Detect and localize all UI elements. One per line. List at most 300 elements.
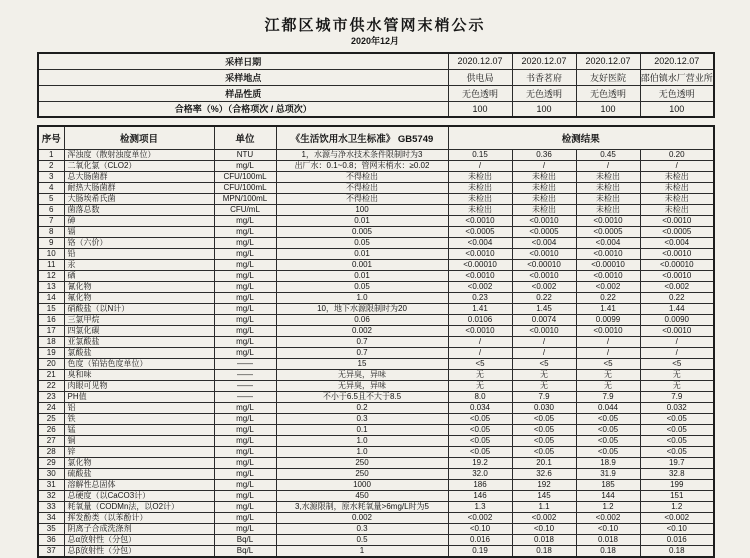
- row-result-value: 192: [512, 479, 576, 490]
- row-result-value: 0.23: [448, 292, 512, 303]
- row-result-value: <0.0010: [576, 215, 640, 226]
- table-row: [38, 424, 714, 435]
- row-result-value: 0.20: [640, 149, 714, 160]
- row-index: 14: [38, 292, 64, 303]
- row-result-value: 1.2: [640, 501, 714, 512]
- row-index: 25: [38, 413, 64, 424]
- row-result-value: /: [512, 160, 576, 171]
- row-result-value: 无: [448, 380, 512, 391]
- header-unit: 单位: [214, 126, 276, 149]
- row-item-name: 氰化物: [64, 281, 214, 292]
- row-result-value: 1.1: [512, 501, 576, 512]
- table-row: [38, 237, 714, 248]
- row-result-value: <0.0010: [576, 325, 640, 336]
- row-result-value: <0.05: [576, 424, 640, 435]
- row-index: 20: [38, 358, 64, 369]
- row-result-value: 无: [576, 369, 640, 380]
- row-result-value: 1.45: [512, 303, 576, 314]
- row-index: 26: [38, 424, 64, 435]
- row-standard: 100: [276, 204, 448, 215]
- row-result-value: 32.0: [448, 468, 512, 479]
- table-row: [38, 358, 714, 369]
- row-item-name: 三氯甲烷: [64, 314, 214, 325]
- row-result-value: 19.7: [640, 457, 714, 468]
- row-standard: 3,水源限制，原水耗氧量>6mg/L时为5: [276, 501, 448, 512]
- row-result-value: 1.41: [576, 303, 640, 314]
- row-result-value: 未检出: [640, 182, 714, 193]
- row-result-value: <0.05: [512, 424, 576, 435]
- row-result-value: 0.0074: [512, 314, 576, 325]
- sample-info-row: [38, 53, 714, 69]
- row-result-value: 0.034: [448, 402, 512, 413]
- row-result-value: <0.00010: [640, 259, 714, 270]
- sample-info-value: 友好医院: [576, 69, 640, 85]
- sample-info-value: 供电局: [448, 69, 512, 85]
- row-result-value: <0.05: [576, 413, 640, 424]
- row-result-value: <0.0005: [512, 226, 576, 237]
- row-result-value: 未检出: [448, 182, 512, 193]
- row-unit: mg/L: [214, 336, 276, 347]
- row-standard: 不小于6.5且不大于8.5: [276, 391, 448, 402]
- table-row: [38, 534, 714, 545]
- table-row: [38, 336, 714, 347]
- row-result-value: <0.002: [576, 281, 640, 292]
- row-result-value: <5: [512, 358, 576, 369]
- sample-info-value: 2020.12.07: [576, 53, 640, 69]
- row-standard: 15: [276, 358, 448, 369]
- table-row: [38, 523, 714, 534]
- row-result-value: 18.9: [576, 457, 640, 468]
- row-result-value: 20.1: [512, 457, 576, 468]
- row-result-value: 7.9: [576, 391, 640, 402]
- table-row: [38, 413, 714, 424]
- row-result-value: 未检出: [576, 182, 640, 193]
- row-result-value: <0.0010: [512, 248, 576, 259]
- header-no: 序号: [38, 126, 64, 149]
- row-result-value: 32.6: [512, 468, 576, 479]
- row-result-value: 0.36: [512, 149, 576, 160]
- row-result-value: <0.002: [448, 281, 512, 292]
- report-month: 2020年12月: [350, 36, 400, 46]
- table-row: [38, 182, 714, 193]
- row-result-value: <0.10: [448, 523, 512, 534]
- row-result-value: <0.05: [448, 446, 512, 457]
- row-unit: mg/L: [214, 413, 276, 424]
- table-row: [38, 380, 714, 391]
- row-index: 31: [38, 479, 64, 490]
- row-standard: 0.7: [276, 347, 448, 358]
- row-result-value: <0.004: [640, 237, 714, 248]
- row-result-value: <0.0005: [576, 226, 640, 237]
- row-item-name: 硫酸盐: [64, 468, 214, 479]
- row-result-value: <5: [448, 358, 512, 369]
- row-index: 34: [38, 512, 64, 523]
- table-row: [38, 468, 714, 479]
- table-row: [38, 446, 714, 457]
- row-result-value: 0.18: [640, 545, 714, 557]
- results-table: [37, 125, 715, 558]
- row-result-value: 0.016: [448, 534, 512, 545]
- row-result-value: <0.0010: [640, 270, 714, 281]
- row-item-name: 汞: [64, 259, 214, 270]
- row-standard: 1: [276, 545, 448, 557]
- table-row: [38, 226, 714, 237]
- row-result-value: 0.22: [576, 292, 640, 303]
- row-standard: 0.05: [276, 281, 448, 292]
- row-result-value: 无: [448, 369, 512, 380]
- row-standard: 0.005: [276, 226, 448, 237]
- row-unit: ——: [214, 391, 276, 402]
- row-index: 11: [38, 259, 64, 270]
- row-result-value: <0.004: [512, 237, 576, 248]
- table-row: [38, 402, 714, 413]
- table-row: [38, 193, 714, 204]
- row-standard: 不得检出: [276, 182, 448, 193]
- row-result-value: 146: [448, 490, 512, 501]
- header-result: 检测结果: [448, 126, 714, 149]
- header-item: 检测项目: [64, 126, 214, 149]
- row-result-value: <0.05: [512, 446, 576, 457]
- row-result-value: 151: [640, 490, 714, 501]
- row-index: 28: [38, 446, 64, 457]
- row-result-value: <0.00010: [512, 259, 576, 270]
- row-standard: 0.002: [276, 512, 448, 523]
- row-index: 30: [38, 468, 64, 479]
- row-unit: CFU/100mL: [214, 171, 276, 182]
- row-index: 8: [38, 226, 64, 237]
- row-unit: CFU/mL: [214, 204, 276, 215]
- row-standard: 0.01: [276, 270, 448, 281]
- sample-info-row: [38, 101, 714, 117]
- row-result-value: <0.05: [448, 435, 512, 446]
- row-result-value: 0.018: [512, 534, 576, 545]
- row-result-value: 未检出: [576, 204, 640, 215]
- table-row: [38, 204, 714, 215]
- sample-info-label: 合格率（%）（合格项次 / 总项次）: [38, 101, 448, 117]
- row-standard: 不得检出: [276, 193, 448, 204]
- row-index: 4: [38, 182, 64, 193]
- row-index: 7: [38, 215, 64, 226]
- row-result-value: /: [448, 160, 512, 171]
- row-index: 5: [38, 193, 64, 204]
- row-result-value: 1.41: [448, 303, 512, 314]
- row-index: 16: [38, 314, 64, 325]
- row-result-value: <0.10: [640, 523, 714, 534]
- row-item-name: 氯酸盐: [64, 347, 214, 358]
- row-result-value: <0.002: [512, 512, 576, 523]
- row-index: 2: [38, 160, 64, 171]
- row-index: 9: [38, 237, 64, 248]
- sample-info-value: 无色透明: [640, 85, 714, 101]
- table-row: [38, 160, 714, 171]
- row-result-value: /: [448, 336, 512, 347]
- row-result-value: 0.0099: [576, 314, 640, 325]
- table-row: [38, 248, 714, 259]
- row-index: 3: [38, 171, 64, 182]
- row-standard: 450: [276, 490, 448, 501]
- sample-info-value: 无色透明: [512, 85, 576, 101]
- table-row: [38, 270, 714, 281]
- tables-container: [37, 52, 713, 558]
- row-result-value: <0.002: [448, 512, 512, 523]
- row-result-value: <0.05: [512, 435, 576, 446]
- row-result-value: 无: [576, 380, 640, 391]
- row-item-name: 铝: [64, 402, 214, 413]
- row-unit: mg/L: [214, 314, 276, 325]
- row-unit: NTU: [214, 149, 276, 160]
- row-item-name: 亚氯酸盐: [64, 336, 214, 347]
- row-result-value: /: [576, 336, 640, 347]
- row-result-value: 19.2: [448, 457, 512, 468]
- row-item-name: 铅: [64, 248, 214, 259]
- row-result-value: 无: [640, 380, 714, 391]
- row-index: 32: [38, 490, 64, 501]
- row-item-name: 总硬度（以CaCO3计）: [64, 490, 214, 501]
- row-result-value: 8.0: [448, 391, 512, 402]
- row-standard: 0.01: [276, 248, 448, 259]
- row-unit: mg/L: [214, 237, 276, 248]
- row-item-name: 氟化物: [64, 292, 214, 303]
- sample-info-row: [38, 85, 714, 101]
- row-standard: 1000: [276, 479, 448, 490]
- row-unit: CFU/100mL: [214, 182, 276, 193]
- row-result-value: <0.05: [640, 446, 714, 457]
- row-unit: mg/L: [214, 160, 276, 171]
- row-result-value: <0.05: [448, 424, 512, 435]
- row-result-value: <5: [576, 358, 640, 369]
- sample-info-value: 100: [512, 101, 576, 117]
- table-row: [38, 391, 714, 402]
- table-row: [38, 501, 714, 512]
- row-item-name: 浑浊度（散射浊度单位）: [64, 149, 214, 160]
- row-result-value: 未检出: [512, 193, 576, 204]
- row-result-value: 199: [640, 479, 714, 490]
- row-result-value: 未检出: [576, 193, 640, 204]
- row-result-value: 7.9: [640, 391, 714, 402]
- row-result-value: <0.05: [512, 413, 576, 424]
- table-row: [38, 545, 714, 557]
- row-standard: 无异臭，异味: [276, 380, 448, 391]
- row-item-name: 耐热大肠菌群: [64, 182, 214, 193]
- row-index: 18: [38, 336, 64, 347]
- table-row: [38, 149, 714, 160]
- row-result-value: /: [640, 347, 714, 358]
- row-result-value: <0.00010: [448, 259, 512, 270]
- row-result-value: 31.9: [576, 468, 640, 479]
- row-unit: mg/L: [214, 303, 276, 314]
- row-unit: mg/L: [214, 270, 276, 281]
- row-result-value: <0.0010: [576, 270, 640, 281]
- row-standard: 250: [276, 457, 448, 468]
- row-result-value: 0.19: [448, 545, 512, 557]
- row-result-value: 未检出: [448, 193, 512, 204]
- row-item-name: 铜: [64, 435, 214, 446]
- row-result-value: 0.018: [576, 534, 640, 545]
- row-standard: 0.001: [276, 259, 448, 270]
- row-result-value: 未检出: [640, 171, 714, 182]
- row-item-name: 总α放射性（分包）: [64, 534, 214, 545]
- row-result-value: 0.032: [640, 402, 714, 413]
- results-header-row: [38, 126, 714, 149]
- row-result-value: <0.05: [448, 413, 512, 424]
- sample-info-row: [38, 69, 714, 85]
- row-result-value: 0.15: [448, 149, 512, 160]
- table-row: [38, 369, 714, 380]
- row-result-value: <0.05: [640, 413, 714, 424]
- row-unit: Bq/L: [214, 545, 276, 557]
- row-index: 17: [38, 325, 64, 336]
- row-result-value: 7.9: [512, 391, 576, 402]
- row-result-value: /: [512, 347, 576, 358]
- row-result-value: <0.0010: [448, 270, 512, 281]
- row-result-value: 未检出: [576, 171, 640, 182]
- row-result-value: /: [640, 336, 714, 347]
- row-result-value: 0.030: [512, 402, 576, 413]
- sample-info-value: 2020.12.07: [448, 53, 512, 69]
- row-result-value: 1.3: [448, 501, 512, 512]
- row-standard: 出厂水：0.1~0.8；管网末梢水：≥0.02: [276, 160, 448, 171]
- row-result-value: <5: [640, 358, 714, 369]
- row-index: 35: [38, 523, 64, 534]
- row-unit: mg/L: [214, 468, 276, 479]
- table-row: [38, 490, 714, 501]
- table-row: [38, 435, 714, 446]
- row-item-name: 色度（铂钴色度单位）: [64, 358, 214, 369]
- row-unit: mg/L: [214, 226, 276, 237]
- row-item-name: 臭和味: [64, 369, 214, 380]
- row-item-name: 硒: [64, 270, 214, 281]
- row-unit: mg/L: [214, 435, 276, 446]
- row-index: 23: [38, 391, 64, 402]
- row-standard: 0.3: [276, 523, 448, 534]
- row-result-value: <0.0010: [448, 248, 512, 259]
- row-result-value: <0.0005: [448, 226, 512, 237]
- row-result-value: 未检出: [640, 193, 714, 204]
- row-result-value: 未检出: [512, 204, 576, 215]
- sample-info-label: 采样地点: [38, 69, 448, 85]
- row-item-name: 耗氧量（CODMn法，以O2计）: [64, 501, 214, 512]
- row-result-value: <0.05: [576, 446, 640, 457]
- row-unit: mg/L: [214, 215, 276, 226]
- row-item-name: 挥发酚类（以苯酚计）: [64, 512, 214, 523]
- row-result-value: 未检出: [512, 171, 576, 182]
- table-row: [38, 325, 714, 336]
- row-standard: 0.3: [276, 413, 448, 424]
- table-row: [38, 171, 714, 182]
- row-item-name: 阴离子合成洗涤剂: [64, 523, 214, 534]
- row-result-value: /: [512, 336, 576, 347]
- row-index: 15: [38, 303, 64, 314]
- row-index: 36: [38, 534, 64, 545]
- sample-info-value: 100: [448, 101, 512, 117]
- row-result-value: 0.0106: [448, 314, 512, 325]
- results-table-header: [38, 126, 714, 149]
- row-unit: mg/L: [214, 347, 276, 358]
- row-result-value: 144: [576, 490, 640, 501]
- row-result-value: <0.0010: [640, 215, 714, 226]
- row-item-name: 总β放射性（分包）: [64, 545, 214, 557]
- row-result-value: <0.0010: [576, 248, 640, 259]
- row-result-value: 0.22: [640, 292, 714, 303]
- row-result-value: <0.002: [576, 512, 640, 523]
- row-index: 33: [38, 501, 64, 512]
- row-unit: mg/L: [214, 424, 276, 435]
- row-result-value: 0.016: [640, 534, 714, 545]
- row-item-name: 锌: [64, 446, 214, 457]
- row-standard: 1，水源与净水技术条件限制时为3: [276, 149, 448, 160]
- row-result-value: 186: [448, 479, 512, 490]
- row-result-value: <0.0010: [512, 270, 576, 281]
- row-result-value: 未检出: [448, 171, 512, 182]
- row-unit: mg/L: [214, 490, 276, 501]
- table-row: [38, 512, 714, 523]
- row-result-value: 0.22: [512, 292, 576, 303]
- row-result-value: 未检出: [640, 204, 714, 215]
- table-row: [38, 259, 714, 270]
- row-result-value: 未检出: [512, 182, 576, 193]
- row-standard: 10，地下水源限制时为20: [276, 303, 448, 314]
- row-result-value: <0.004: [448, 237, 512, 248]
- row-item-name: 大肠埃希氏菌: [64, 193, 214, 204]
- row-result-value: <0.00010: [576, 259, 640, 270]
- table-row: [38, 215, 714, 226]
- row-result-value: <0.0010: [448, 325, 512, 336]
- table-row: [38, 347, 714, 358]
- row-standard: 无异臭，异味: [276, 369, 448, 380]
- row-index: 29: [38, 457, 64, 468]
- row-result-value: <0.0005: [640, 226, 714, 237]
- row-item-name: 总大肠菌群: [64, 171, 214, 182]
- row-index: 6: [38, 204, 64, 215]
- row-result-value: 无: [640, 369, 714, 380]
- sample-info-value: 100: [576, 101, 640, 117]
- row-result-value: <0.0010: [512, 325, 576, 336]
- row-result-value: <0.002: [640, 512, 714, 523]
- row-result-value: /: [576, 347, 640, 358]
- row-item-name: 锰: [64, 424, 214, 435]
- sample-info-value: 无色透明: [448, 85, 512, 101]
- table-row: [38, 303, 714, 314]
- row-index: 19: [38, 347, 64, 358]
- sample-info-label: 采样日期: [38, 53, 448, 69]
- sample-info-value: 100: [640, 101, 714, 117]
- row-result-value: <0.0010: [512, 215, 576, 226]
- sample-info-body: [38, 53, 714, 117]
- row-standard: 250: [276, 468, 448, 479]
- row-result-value: /: [576, 160, 640, 171]
- table-row: [38, 292, 714, 303]
- row-index: 24: [38, 402, 64, 413]
- table-row: [38, 281, 714, 292]
- row-result-value: /: [448, 347, 512, 358]
- row-unit: mg/L: [214, 259, 276, 270]
- table-row: [38, 314, 714, 325]
- row-standard: 0.5: [276, 534, 448, 545]
- row-unit: mg/L: [214, 523, 276, 534]
- row-result-value: 无: [512, 369, 576, 380]
- row-result-value: 145: [512, 490, 576, 501]
- row-unit: mg/L: [214, 248, 276, 259]
- row-result-value: <0.05: [640, 424, 714, 435]
- row-item-name: 氯化物: [64, 457, 214, 468]
- row-unit: mg/L: [214, 402, 276, 413]
- row-unit: ——: [214, 380, 276, 391]
- row-result-value: <0.05: [640, 435, 714, 446]
- row-index: 27: [38, 435, 64, 446]
- row-item-name: 砷: [64, 215, 214, 226]
- row-item-name: 镉: [64, 226, 214, 237]
- row-index: 12: [38, 270, 64, 281]
